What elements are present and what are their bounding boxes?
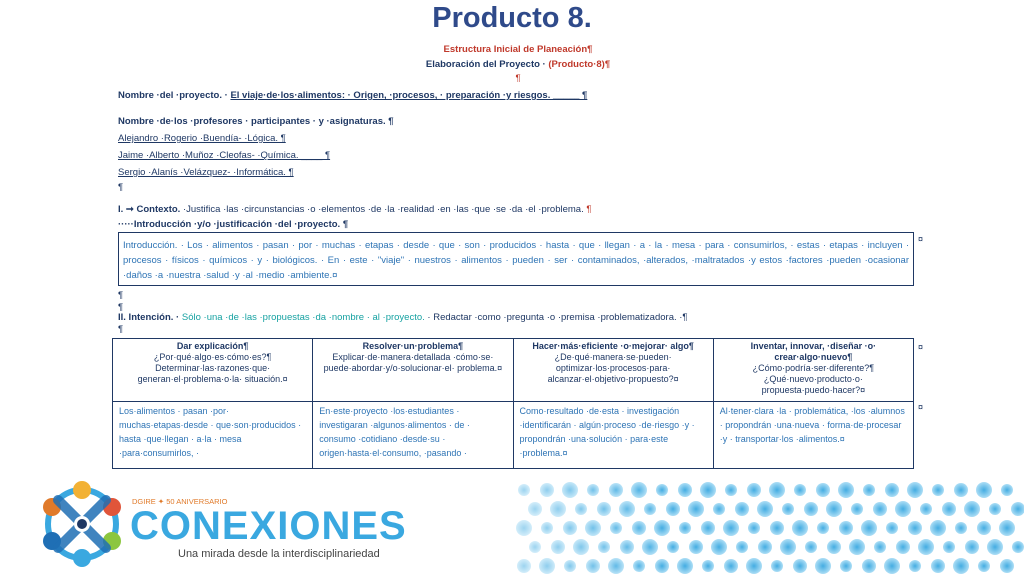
pattern-dot xyxy=(656,484,668,496)
row-end-mark: ¤ xyxy=(918,342,924,352)
pattern-dot xyxy=(551,540,565,554)
context-line xyxy=(118,204,591,215)
pattern-dot xyxy=(862,559,876,573)
pattern-dot xyxy=(1000,559,1014,573)
pattern-dot xyxy=(550,501,566,517)
decorative-pattern xyxy=(510,478,1024,576)
header-desc: ¿Cómo·podría·ser·diferente?¶ ¿Qué·nuevo·producto·o· propuesta·puedo·hacer?¤ xyxy=(752,363,875,395)
pattern-dot xyxy=(999,520,1015,536)
pattern-dot xyxy=(679,522,691,534)
brand-anniversary: DGIRE ✦ 50 ANIVERSARIO xyxy=(132,497,228,506)
pattern-dot xyxy=(573,539,589,555)
pattern-dot xyxy=(769,482,785,498)
pattern-dot xyxy=(920,503,932,515)
pattern-dot xyxy=(747,483,761,497)
pattern-dot xyxy=(633,560,645,572)
pattern-dot xyxy=(610,522,622,534)
pattern-dot xyxy=(541,522,553,534)
pattern-dot xyxy=(736,541,748,553)
pattern-dot xyxy=(1012,541,1024,553)
pattern-dot xyxy=(839,521,853,535)
pattern-dot xyxy=(1011,502,1024,516)
pattern-dot xyxy=(529,541,541,553)
intro-heading: ·····Introducción ·y/o ·justificación ·del ·proyecto. ¶ xyxy=(118,219,349,230)
context-label: I. ➞ Contexto. xyxy=(118,204,181,215)
intention-highlight: Sólo ·una ·de ·las ·propuestas ·da ·nombre · al ·proyecto. xyxy=(181,312,425,323)
pattern-dot xyxy=(780,539,796,555)
pattern-dot xyxy=(918,539,934,555)
pattern-dot xyxy=(782,503,794,515)
pilcrow: ¶ xyxy=(515,73,521,84)
table-cell: Al·tener·clara ·la · problemática, ·los ·alumnos · propondrán ·una·nueva · forma·de·procesar ·y · transportar·los ·alimentos.¤ xyxy=(713,402,913,469)
pattern-dot xyxy=(884,558,900,574)
pattern-dot xyxy=(598,541,610,553)
pattern-dot xyxy=(713,503,725,515)
conexiones-logo-icon xyxy=(36,478,128,570)
header-desc: ¿De·qué·manera·se·pueden· optimizar·los·procesos·para· alcanzar·el·objetivo·propuesto?¤ xyxy=(547,352,679,384)
header-title: Inventar, innovar, ·diseñar ·o· crear·algo·nuevo¶ xyxy=(750,341,877,362)
teacher-3: Sergio ·Alanís ·Velázquez- ·Informática. ¶ xyxy=(118,167,294,178)
pattern-dot xyxy=(528,502,542,516)
pattern-dot xyxy=(838,482,854,498)
pattern-dot xyxy=(702,560,714,572)
pilcrow: ¶ xyxy=(118,182,124,193)
teacher-2: Jaime ·Alberto ·Muñoz ·Cleofas- ·Química. ____ ¶ xyxy=(118,150,331,161)
pattern-dot xyxy=(585,520,601,536)
pattern-dot xyxy=(677,558,693,574)
pattern-dot xyxy=(826,501,842,517)
pattern-dot xyxy=(931,559,945,573)
intention-line xyxy=(118,312,688,323)
pattern-dot xyxy=(667,541,679,553)
pattern-dot xyxy=(816,483,830,497)
pattern-dot xyxy=(989,503,1001,515)
pattern-dot xyxy=(827,540,841,554)
table-header-cell xyxy=(113,339,313,402)
pattern-dot xyxy=(815,558,831,574)
pattern-dot xyxy=(770,521,784,535)
pattern-dot xyxy=(954,483,968,497)
pattern-dot xyxy=(518,484,530,496)
pattern-dot xyxy=(757,501,773,517)
pattern-dot xyxy=(564,560,576,572)
pattern-dot xyxy=(666,502,680,516)
pattern-dot xyxy=(575,503,587,515)
introduction-box: Introducción. · Los · alimentos · pasan · por · muchas · etapas · desde · que · son · producidos · hasta · que · llegan · a · la · mesa · para · consumirlos, · estas · etapas · incluyen · procesos · físicos · químicos · y · biológicos. · En · este · "viaje" · nuestros · alimentos · pueden · ser · contaminados, ·alterados, ·maltratados ·y estos ·factores ·pueden ·ocasionar ·daños ·a ·nuestra ·salud ·y ·al ·medio ·ambiente.¤ xyxy=(118,232,914,286)
pattern-dot xyxy=(758,540,772,554)
intention-text: · Redactar ·como ·pregunta ·o ·premisa ·problematizadora. ·¶ xyxy=(424,312,688,323)
pattern-dot xyxy=(563,521,577,535)
pattern-dot xyxy=(711,539,727,555)
header-title: Dar explicación¶ xyxy=(176,341,249,351)
header-desc: Explicar·de·manera·detallada ·cómo·se· puede·abordar·y/o·solucionar·el· problema.¤ xyxy=(323,352,503,373)
pattern-dot xyxy=(965,540,979,554)
pattern-dot xyxy=(562,482,578,498)
pattern-dot xyxy=(794,484,806,496)
pattern-dot xyxy=(896,540,910,554)
pattern-dot xyxy=(977,521,991,535)
pattern-dot xyxy=(723,520,739,536)
pattern-dot xyxy=(873,502,887,516)
table-header-cell xyxy=(713,339,913,402)
cell-end-mark: ¤ xyxy=(918,234,924,244)
header-title: Hacer·más·eficiente ·o·mejorar· algo¶ xyxy=(532,341,694,351)
pattern-dot xyxy=(642,539,658,555)
table-row xyxy=(113,402,914,469)
pattern-dot xyxy=(964,501,980,517)
pattern-dot xyxy=(619,501,635,517)
table-cell: En·este·proyecto ·los·estudiantes · investigaran ·algunos·alimentos · de · consumo ·cotidiano ·desde·su · origen·hasta·el·consumo, ·pasando · xyxy=(313,402,513,469)
pattern-dot xyxy=(724,559,738,573)
pattern-dot xyxy=(586,559,600,573)
brand-name: CONEXIONES xyxy=(130,504,407,548)
pattern-dot xyxy=(655,559,669,573)
pattern-dot xyxy=(943,541,955,553)
pattern-dot xyxy=(608,558,624,574)
pattern-dot xyxy=(840,560,852,572)
intention-table xyxy=(112,338,914,469)
pattern-dot xyxy=(587,484,599,496)
pattern-dot xyxy=(688,501,704,517)
project-name-label: Nombre ·del ·proyecto. · xyxy=(118,90,231,101)
table-header-cell xyxy=(313,339,513,402)
teachers-label: Nombre ·de·los ·profesores · participantes · y ·asignaturas. ¶ xyxy=(118,116,394,127)
doc-heading-structure: Estructura Inicial de Planeación¶ xyxy=(443,44,593,55)
pilcrow: ¶ xyxy=(118,290,124,301)
project-name-value: El viaje·de·los·alimentos: · Origen, ·procesos, · preparación ·y riesgos. _____ ¶ xyxy=(230,90,588,101)
pattern-dot xyxy=(735,502,749,516)
pilcrow: ¶ xyxy=(118,302,124,313)
pattern-dot xyxy=(678,483,692,497)
pattern-dot xyxy=(907,482,923,498)
pattern-dot xyxy=(631,482,647,498)
row-end-mark: ¤ xyxy=(918,402,924,412)
pattern-dot xyxy=(632,521,646,535)
pattern-dot xyxy=(895,501,911,517)
pattern-dot xyxy=(620,540,634,554)
intention-label: II. Intención. · xyxy=(118,312,182,323)
pattern-dot xyxy=(792,520,808,536)
table-cell: Como·resultado ·de·esta · investigación ·identificarán · algún·proceso ·de·riesgo ·y · propondrán ·una·solución · para·este ·problema.¤ xyxy=(513,402,713,469)
pattern-dot xyxy=(976,482,992,498)
pattern-dot xyxy=(886,522,898,534)
pattern-dot xyxy=(987,539,1003,555)
pattern-dot xyxy=(540,483,554,497)
header-title: Resolver·un·problema¶ xyxy=(362,341,464,351)
pilcrow: ¶ xyxy=(118,324,124,335)
pattern-dot xyxy=(1001,484,1013,496)
slide-title: Producto 8. xyxy=(432,2,592,34)
pattern-dot xyxy=(654,520,670,536)
pattern-dot xyxy=(793,559,807,573)
pattern-dot xyxy=(817,522,829,534)
pattern-dot xyxy=(597,502,611,516)
pattern-dot xyxy=(955,522,967,534)
pattern-dot xyxy=(725,484,737,496)
pattern-dot xyxy=(804,502,818,516)
pattern-dot xyxy=(851,503,863,515)
pattern-dot xyxy=(644,503,656,515)
pattern-dot xyxy=(701,521,715,535)
pattern-dot xyxy=(885,483,899,497)
teacher-1: Alejandro ·Rogerio ·Buendía- ·Lógica. ¶ xyxy=(118,133,286,144)
pattern-dot xyxy=(748,522,760,534)
table-header-row xyxy=(113,339,914,402)
pattern-dot xyxy=(932,484,944,496)
pattern-dot xyxy=(909,560,921,572)
brand-tagline: Una mirada desde la interdisciplinariedad xyxy=(178,548,380,560)
pattern-dot xyxy=(805,541,817,553)
pattern-dot xyxy=(978,560,990,572)
context-text: ·Justifica ·las ·circunstancias ·o ·elementos ·de ·la ·realidad ·en ·las ·que ·se ·da ·el ·problema. xyxy=(180,204,587,215)
pattern-dot xyxy=(609,483,623,497)
pattern-dot xyxy=(689,540,703,554)
pattern-dot xyxy=(908,521,922,535)
pattern-dot xyxy=(874,541,886,553)
pattern-dot xyxy=(863,484,875,496)
pattern-dot xyxy=(930,520,946,536)
project-name-line xyxy=(118,90,587,101)
table-cell: Los·alimentos · pasan ·por· muchas·etapas·desde · que·son·producidos · hasta ·que·llegan · a·la · mesa ·para·consumirlos, · xyxy=(113,402,313,469)
table-header-cell xyxy=(513,339,713,402)
pattern-dot xyxy=(539,558,555,574)
pattern-dot xyxy=(849,539,865,555)
doc-heading-project-main: Elaboración del Proyecto · xyxy=(425,59,549,70)
pattern-dot xyxy=(771,560,783,572)
pattern-dot xyxy=(861,520,877,536)
doc-heading-project xyxy=(118,59,918,70)
doc-heading-product-tag: (Producto·8)¶ xyxy=(548,59,611,70)
pattern-dots xyxy=(516,482,1024,574)
pattern-dot xyxy=(517,559,531,573)
pattern-dot xyxy=(942,502,956,516)
pattern-dot xyxy=(746,558,762,574)
pattern-dot xyxy=(516,520,532,536)
pilcrow: ¶ xyxy=(586,204,592,215)
pattern-dot xyxy=(953,558,969,574)
pattern-dot xyxy=(700,482,716,498)
header-desc: ¿Por·qué·algo·es·cómo·es?¶ Determinar·las·razones·que· generan·el·problema·o·la· situación.¤ xyxy=(137,352,288,384)
